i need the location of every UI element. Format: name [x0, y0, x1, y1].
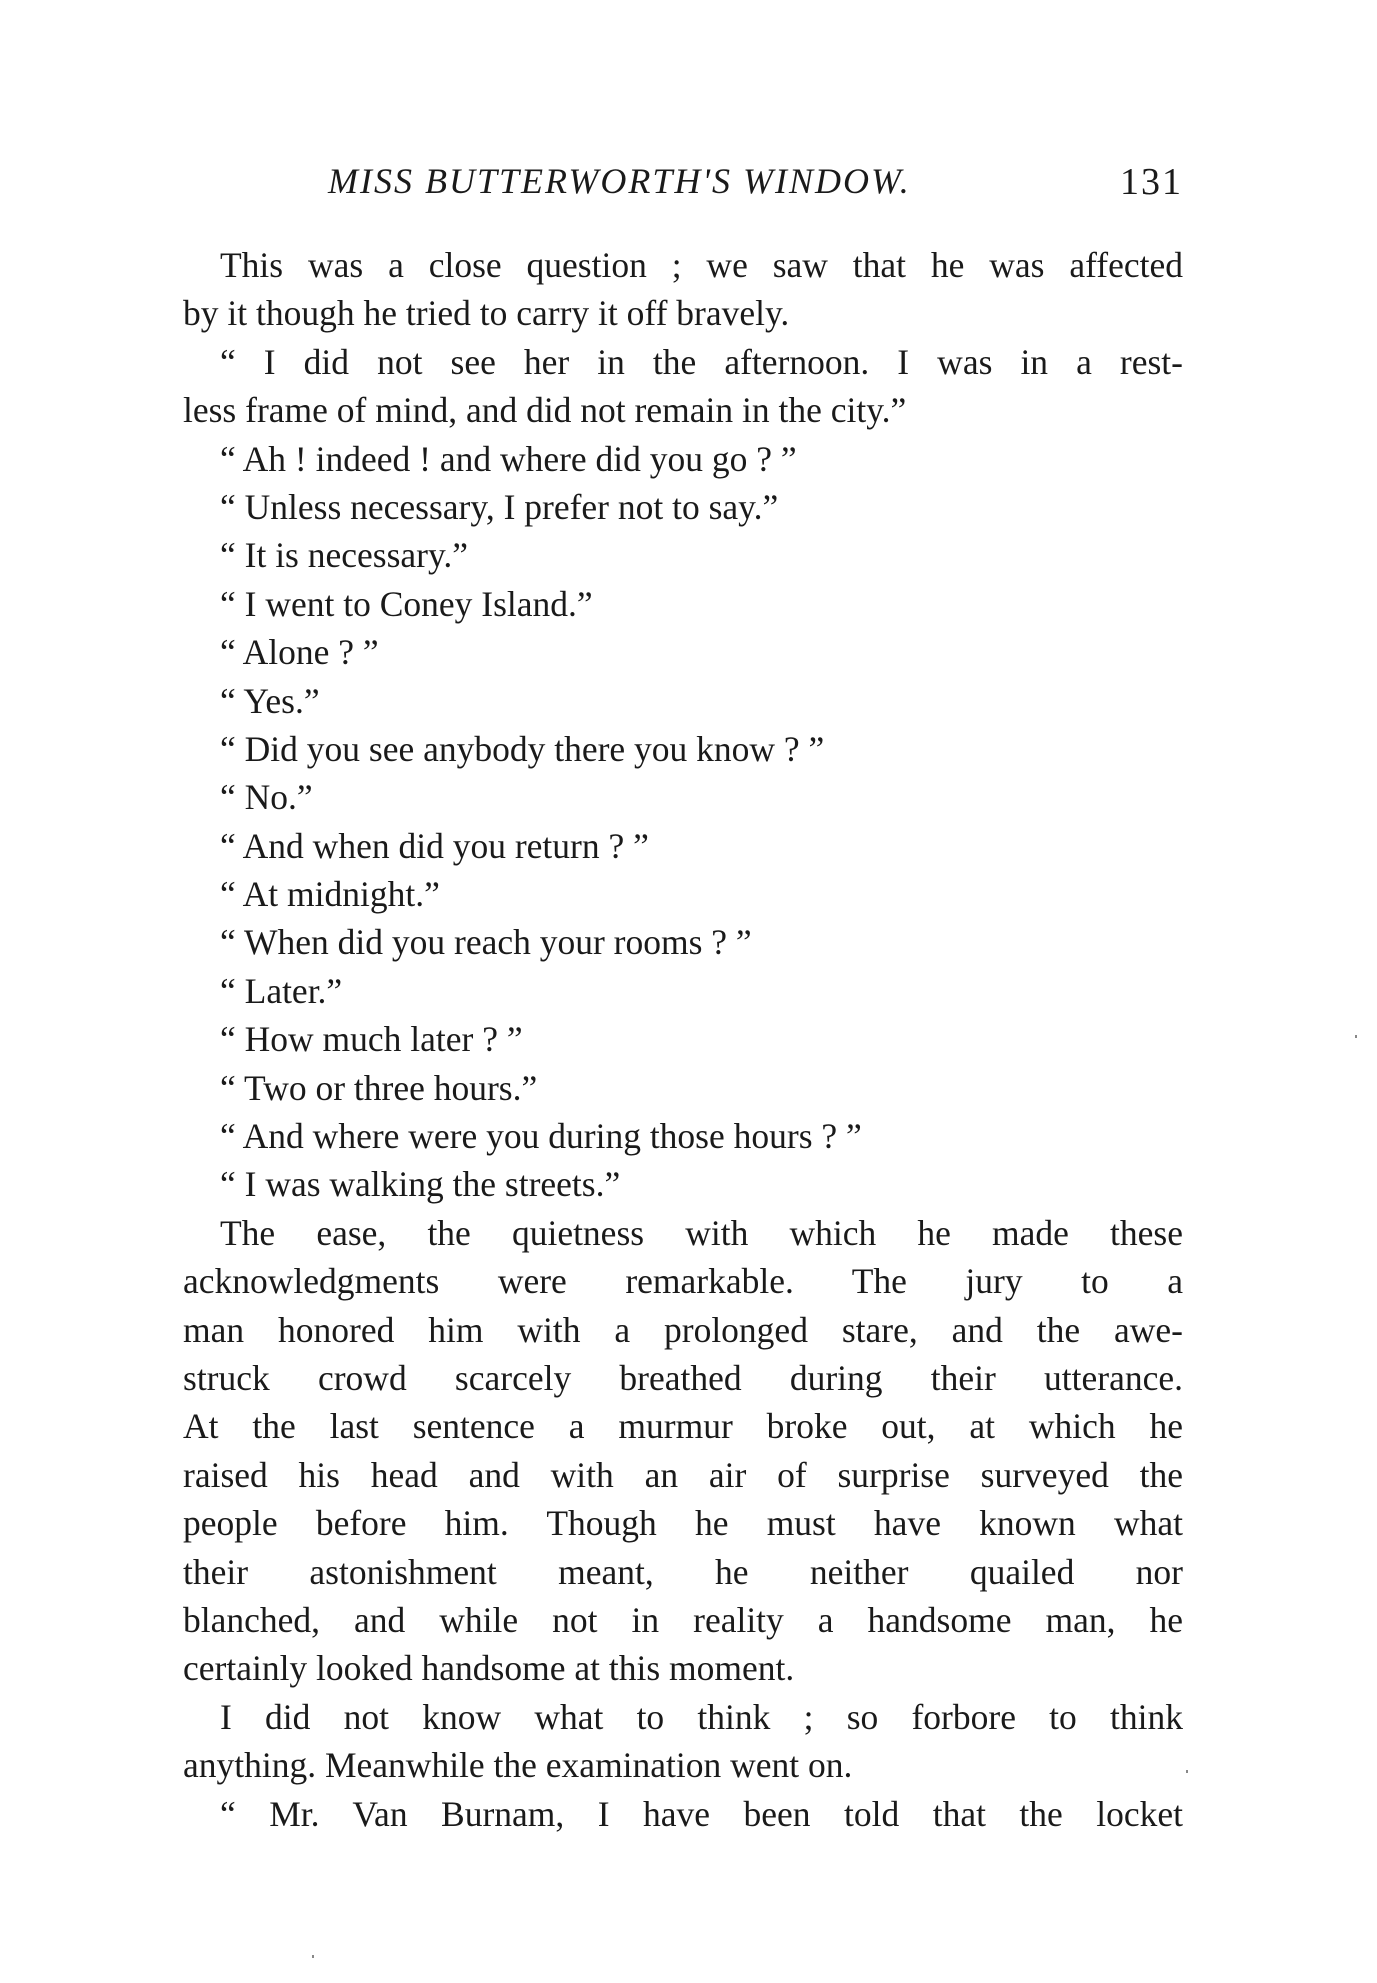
text-line: struck crowd scarcely breathed during their utterance.	[183, 1357, 1183, 1398]
body-text	[183, 241, 1183, 1838]
text-line: man honored him with a prolonged stare, and the awe-	[183, 1309, 1183, 1350]
text-line: “ At midnight.”	[220, 874, 440, 915]
text-line: “ Later.”	[220, 970, 343, 1011]
text-line: certainly looked handsome at this moment.	[183, 1648, 795, 1689]
text-line: “ And when did you return ? ”	[220, 825, 649, 866]
text-line: “ I was walking the streets.”	[220, 1164, 621, 1205]
text-line: “ Two or three hours.”	[220, 1067, 538, 1108]
text-line: “ No.”	[220, 777, 313, 818]
text-line: “ Mr. Van Burnam, I have been told that the locket	[220, 1793, 1183, 1834]
page-number: 131	[1120, 161, 1183, 203]
paper-speck	[312, 1955, 314, 1958]
text-line: “ When did you reach your rooms ? ”	[220, 922, 752, 963]
text-line: “ Yes.”	[220, 680, 320, 721]
text-line: This was a close question ; we saw that he was affected	[220, 245, 1183, 285]
text-line: “ Ah ! indeed ! and where did you go ? ”	[220, 438, 797, 479]
text-line: “ Alone ? ”	[220, 632, 379, 673]
paper-speck	[1186, 1770, 1188, 1773]
text-line: people before him. Though he must have known what	[183, 1503, 1183, 1544]
text-line: “ And where were you during those hours ? ”	[220, 1116, 862, 1157]
text-line: The ease, the quietness with which he made these	[220, 1212, 1183, 1253]
text-line: “ It is necessary.”	[220, 535, 469, 576]
text-line: by it though he tried to carry it off bravely.	[183, 293, 790, 334]
text-line: blanched, and while not in reality a handsome man, he	[183, 1599, 1183, 1640]
text-line: “ How much later ? ”	[220, 1019, 523, 1060]
text-line: I did not know what to think ; so forbore to think	[220, 1696, 1183, 1737]
text-line: “ I did not see her in the afternoon. I was in a rest-	[220, 341, 1183, 382]
text-line: less frame of mind, and did not remain in the city.”	[183, 390, 907, 431]
text-line: anything. Meanwhile the examination went on.	[183, 1745, 853, 1786]
text-line: At the last sentence a murmur broke out, at which he	[183, 1406, 1183, 1447]
text-line: “ Did you see anybody there you know ? ”	[220, 728, 825, 769]
text-line: “ I went to Coney Island.”	[220, 583, 593, 624]
text-line: “ Unless necessary, I prefer not to say.”	[220, 486, 779, 527]
text-line: raised his head and with an air of surprise surveyed the	[183, 1454, 1183, 1495]
running-head	[183, 160, 1183, 210]
paper-speck	[1355, 1035, 1357, 1038]
text-line: their astonishment meant, he neither quailed nor	[183, 1551, 1183, 1592]
running-title: MISS BUTTERWORTH'S WINDOW.	[328, 161, 911, 201]
text-line: acknowledgments were remarkable. The jury to a	[183, 1261, 1183, 1302]
